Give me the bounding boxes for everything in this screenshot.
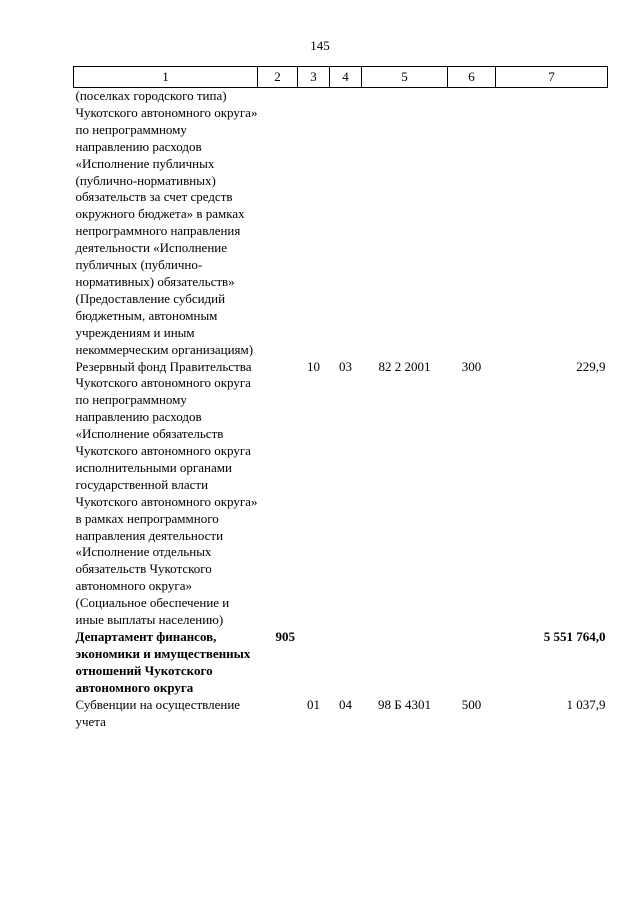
header-col-2: 2	[258, 67, 298, 88]
header-col-3: 3	[298, 67, 330, 88]
table-row	[74, 629, 608, 697]
row-col-3	[298, 629, 330, 697]
row-col-2: 905	[275, 629, 295, 644]
row-col-2	[258, 359, 298, 630]
row-col-7: 1 037,9	[566, 696, 606, 712]
row-name: Резервный фонд Правительства Чукотского автономного округа по непрограммному направлению расходов «Исполнение обязательств Чукотского автономного округа исполнительными органами государственной власти Чукотского автономного округа» в рамках непрограммного направления деятельности «Исполнение отдельных обязательств Чукотского автономного округа» (Социальное обеспечение и иные выплаты населению)	[75, 358, 258, 628]
row-col-6: 500	[461, 696, 482, 712]
row-col-4: 04	[339, 696, 352, 712]
row-col-3: 01	[307, 696, 320, 712]
table-row	[74, 359, 608, 630]
row-col-6	[448, 629, 496, 697]
row-col-6	[448, 88, 496, 359]
row-name: Департамент финансов, экономики и имущественных отношений Чукотского автономного округа	[75, 629, 251, 695]
row-col-4	[330, 88, 362, 359]
header-col-1: 1	[74, 67, 258, 88]
row-col-2	[258, 697, 298, 731]
row-col-5: 82 2 2001	[378, 358, 431, 374]
row-col-5: 98 Б 4301	[378, 696, 431, 712]
row-col-7: 229,9	[576, 358, 606, 374]
header-col-4: 4	[330, 67, 362, 88]
header-col-7: 7	[496, 67, 608, 88]
table-header	[74, 67, 608, 88]
budget-table	[73, 66, 608, 730]
row-name: (поселках городского типа) Чукотского автономного округа» по непрограммному направлению расходов «Исполнение публичных (публично-нормативных) обязательств за счет средств окружного бюджета» в рамках непрограммного направления деятельности «Исполнение публичных (публично-нормативных) обязательств» (Предоставление субсидий бюджетным, автономным учреждениям и иным некоммерческим организациям)	[75, 88, 258, 357]
row-col-7	[496, 88, 608, 359]
table-row	[74, 88, 608, 359]
row-col-3	[298, 88, 330, 359]
row-col-4: 03	[339, 358, 352, 374]
row-col-2	[258, 88, 298, 359]
header-col-5: 5	[362, 67, 448, 88]
page-number: 145	[310, 38, 330, 53]
row-col-7: 5 551 764,0	[543, 629, 606, 644]
table-row	[74, 697, 608, 731]
row-col-5	[362, 629, 448, 697]
row-col-3: 10	[307, 358, 320, 374]
row-name: Субвенции на осуществление учета	[75, 696, 241, 729]
header-col-6: 6	[448, 67, 496, 88]
row-col-6: 300	[461, 358, 482, 374]
header-row	[74, 67, 608, 88]
row-col-4	[330, 629, 362, 697]
row-col-5	[362, 88, 448, 359]
table-body	[74, 88, 608, 731]
